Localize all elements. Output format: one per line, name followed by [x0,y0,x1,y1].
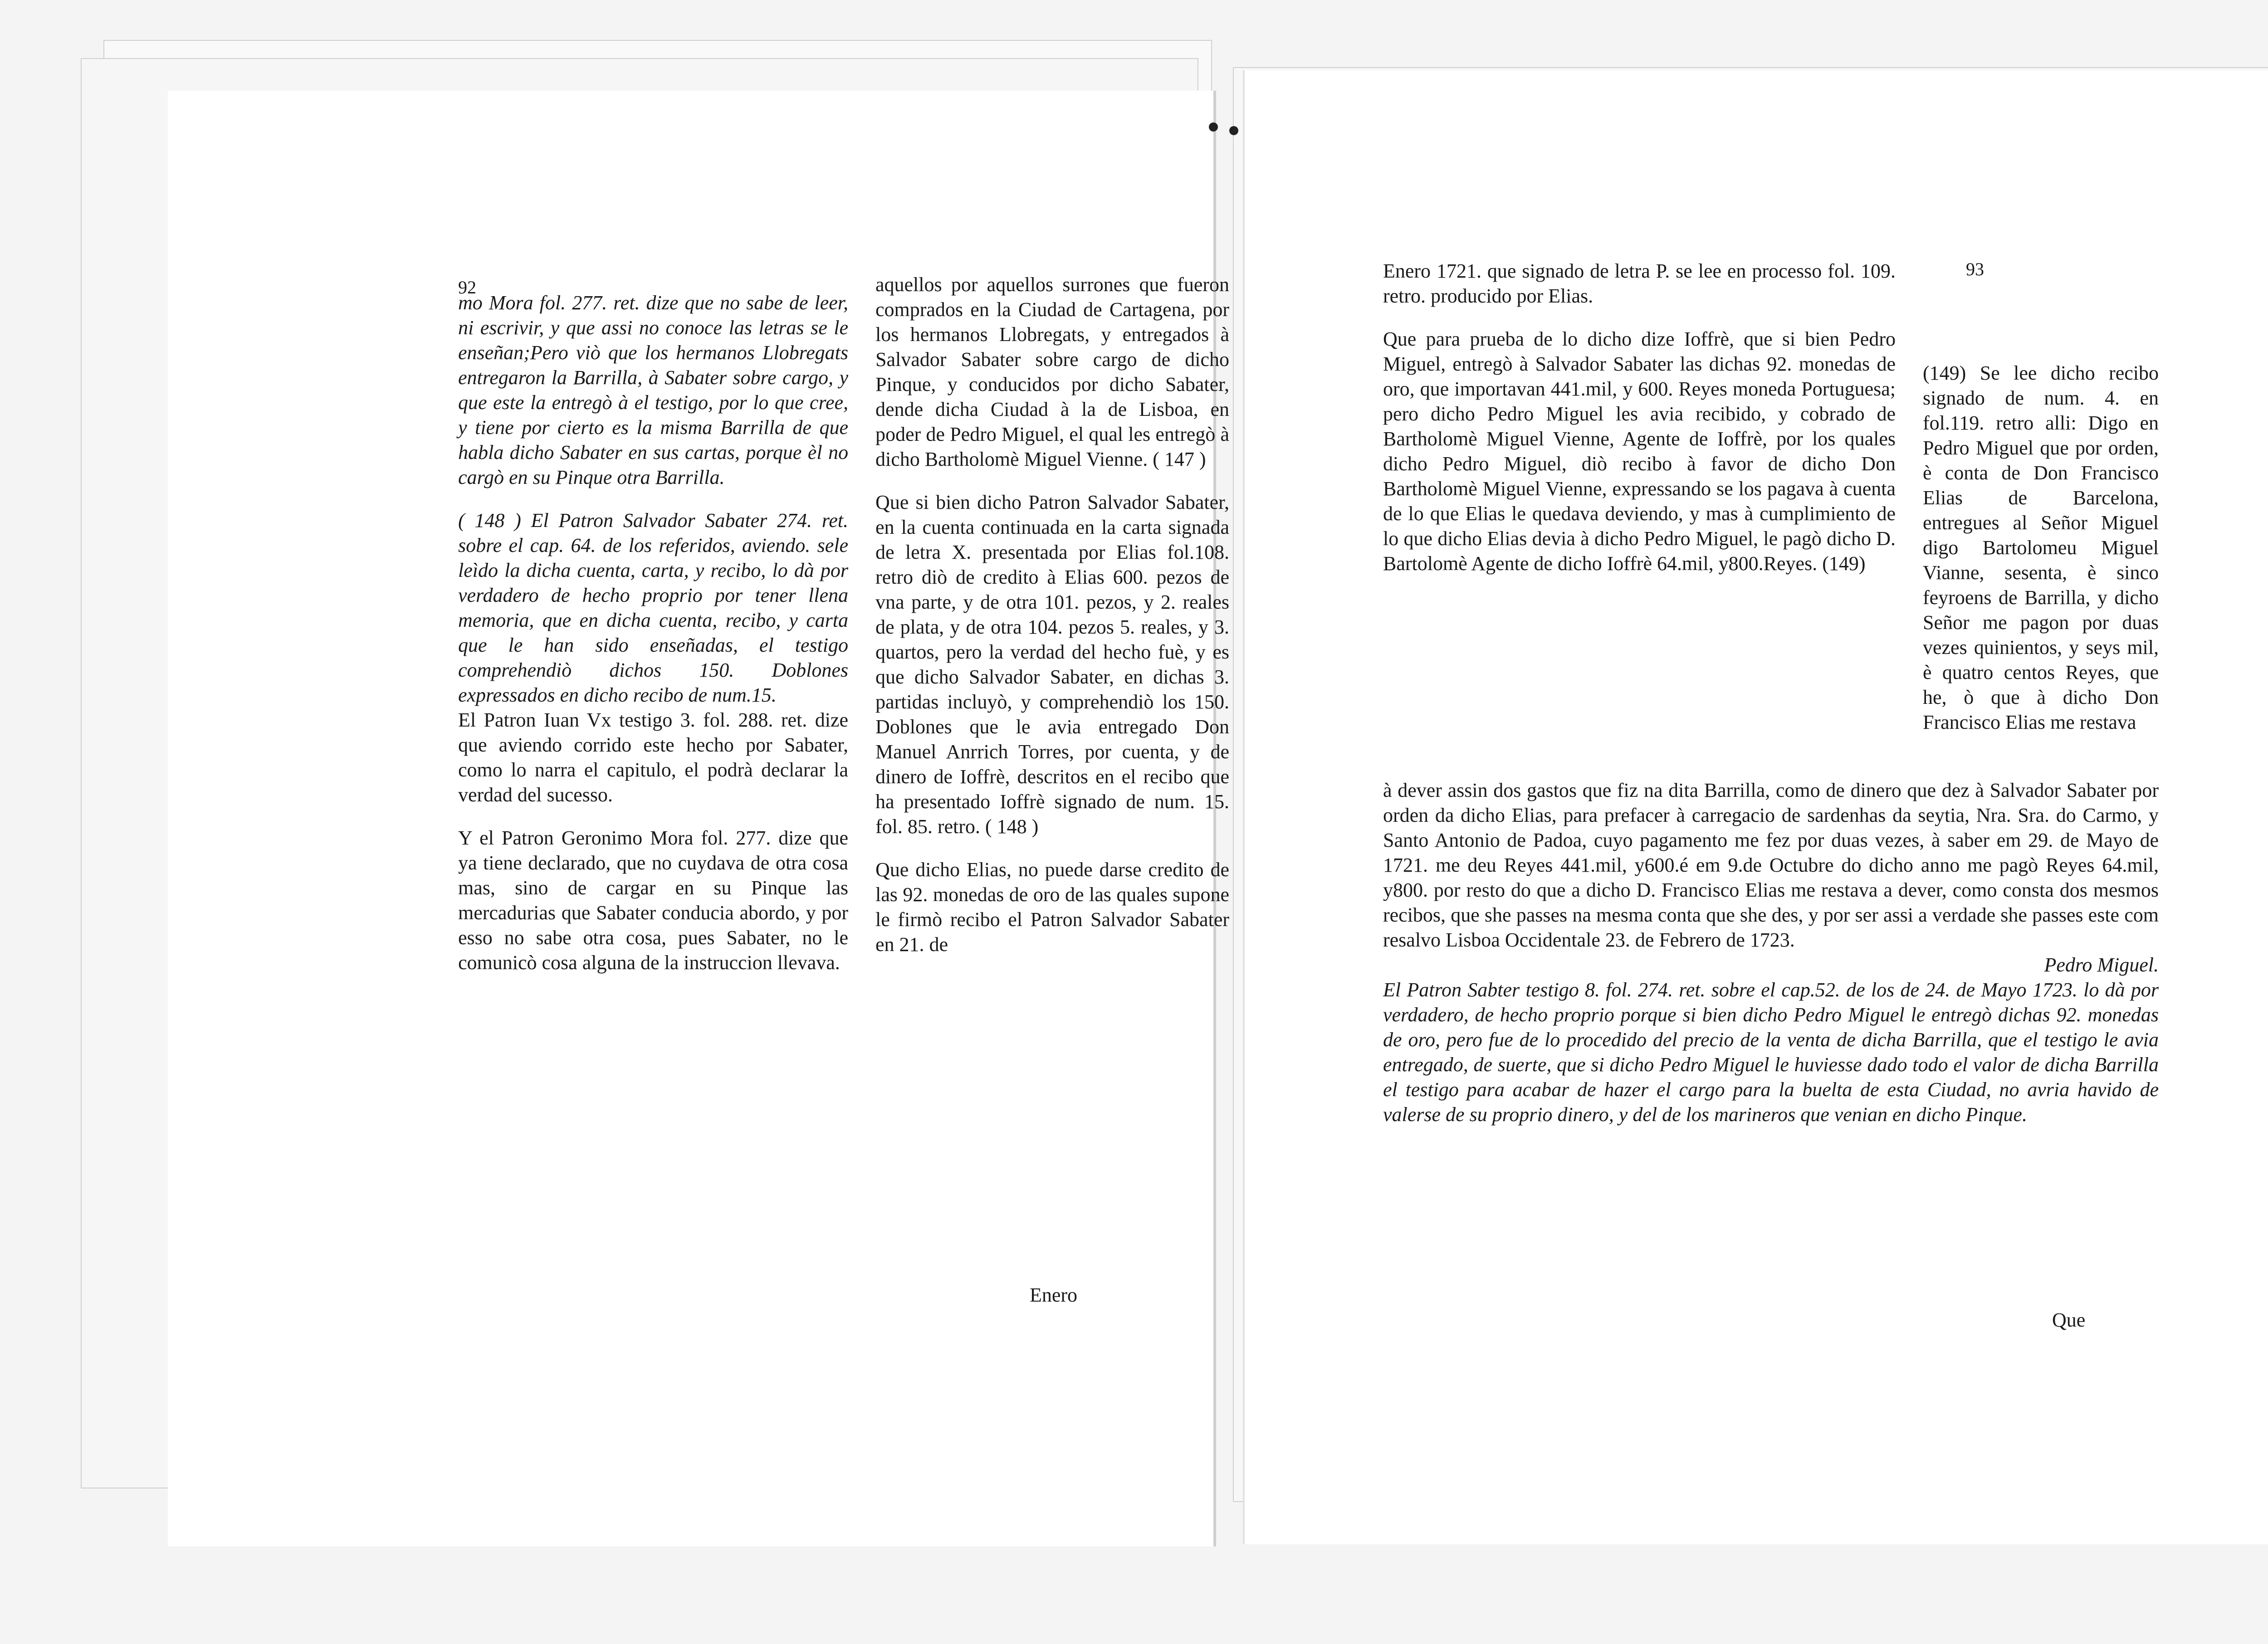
paragraph: aquellos por aquellos surrones que fueron comprados en la Ciudad de Cartagena, por los hermanos Llobregats, y entregados à Salvador Sabater sobre cargo de dicho Pinque, y conducidos por dicho Sabater, dende dicha Ciudad à la de Lisboa, en poder de Pedro Miguel, el qual les entregò à dicho Bartholomè Miguel Vienne. ( 147 ) [875,273,1229,470]
right-page [1243,70,2268,1544]
right-column-a [1383,259,1896,576]
right-full-width [1383,778,2159,1127]
paragraph: El Patron Iuan Vx testigo 3. fol. 288. ret. dize que aviendo corrido este hecho por Sabater, como lo narra el capitulo, el podrà declarar la verdad del sucesso. [458,709,848,806]
paragraph: à dever assin dos gastos que fiz na dita Barrilla, como de dinero que dez à Salvador Sabater por orden da dicho Elias, para prefacer à carregacio de sardenhas da seytia, Nra. Sra. do Carmo, y Santo Antonio de Padoa, cuyo pagamento me fez por duas vezes, à saber em 29. de Mayo de 1721. me deu Reyes 441.mil, y600.é em 9.de Octubre do dicho anno me pagò Reyes 64.mil, y800. por resto do que a dicho D. Francisco Elias me restava a dever, como consta dos mesmos recibos, que she passes na mesma conta que she des, y por ser assi a verdade she passes este com resalvo Lisboa Occidentale 23. de Febrero de 1723. [1383,779,2159,951]
binding-mark [1209,122,1218,132]
catchword: Que [2052,1309,2086,1331]
paragraph: ( 148 ) El Patron Salvador Sabater 274. ret. sobre el cap. 64. de los referidos, aviendo. sele leìdo la dicha cuenta, carta, y recibo, lo dà por verdadero de hecho proprio por tener llena memoria, que en dicha cuenta, recibo, y carta que le han sido enseñadas, el testigo comprehendiò dichos 150. Doblones expressados en dicho recibo de num.15. [458,509,848,706]
paragraph: mo Mora fol. 277. ret. dize que no sabe de leer, ni escrivir, y que assi no conoce las letras se le enseñan;Pero viò que los hermanos Llobregats entregaron la Barrilla, à Sabater sobre cargo, y que este la entregò à el testigo, por lo que cree, y tiene por cierto es la misma Barrilla de que habla dicho Sabater en sus cartas, porque èl no cargò en su Pinque otra Barrilla. [458,292,848,488]
paragraph: Que dicho Elias, no puede darse credito de las 92. monedas de oro de las quales supone le firmò recibo el Patron Salvador Sabater en 21. de [875,859,1229,956]
paragraph: El Patron Sabter testigo 8. fol. 274. ret. sobre el cap.52. de los de 24. de Mayo 1723. lo dà por verdadero, de hecho proprio porque si bien dicho Pedro Miguel le entregò dichas 92. monedas de oro, pero fue de lo procedido del precio de la venta de dicha Barrilla, que el testigo le avia entregado, de suerte, que si dicho Pedro Miguel le huviesse dado todo el valor de dicha Barrilla el testigo para acabar de hazer el cargo para la buelta de esta Ciudad, no avria havido de valerse de su proprio dinero, y del de los marineros que venian en dicho Pinque. [1383,979,2159,1126]
paragraph: Que si bien dicho Patron Salvador Sabater, en la cuenta continuada en la carta signada de letra X. presentada por Elias fol.108. retro diò de credito à Elias 600. pezos de vna parte, y de otra 101. pezos, y 2. reales de plata, y de otra 104. pezos 5. reales, y 3. quartos, pero la verdad del hecho fuè, y es que dicho Salvador Sabater, en dichas 3. partidas incluyò, y comprehendiò los 150. Doblones que le avia entregado Don Manuel Anrrich Torres, por cuenta, y de dinero de Ioffrè, descritos en el recibo que ha presentado Ioffrè signado de num. 15. fol. 85. retro. ( 148 ) [875,491,1229,838]
left-column-a [458,290,848,975]
right-column-b [1923,361,2159,735]
page-number: 92 [458,277,476,298]
catchword: Enero [1030,1284,1078,1306]
left-page [168,91,1229,1546]
binding-mark [1229,126,1238,135]
left-column-b [875,272,1229,957]
signature: Pedro Miguel. [2044,954,2159,976]
paragraph: Y el Patron Geronimo Mora fol. 277. dize que ya tiene declarado, que no cuydava de otra cosa mas, sino de cargar en su Pinque las mercadurias que Sabater conducia abordo, y por esso no sabe otra cosa, pues Sabater, no le comunicò cosa alguna de la instruccion llevava. [458,827,848,974]
paragraph: (149) Se lee dicho recibo signado de num. 4. en fol.119. retro alli: Digo en Pedro Miguel que por orden, è conta de Don Francisco Elias de Barcelona, entregues al Señor Miguel digo Bartolomeu Miguel Vianne, sesenta, è sinco feyroens de Barrilla, y dicho Señor me pagon por duas vezes quinientos, y seys mil, è quatro centos Reyes, que he, ò que à dicho Don Francisco Elias me restava [1923,362,2159,733]
paragraph: Que para prueba de lo dicho dize Ioffrè, que si bien Pedro Miguel, entregò à Salvador Sabater las dichas 92. monedas de oro, que importavan 441.mil, y 600. Reyes moneda Portuguesa; pero dicho Pedro Miguel les avia recibido, y cobrado de Bartholomè Miguel Vienne, Agente de Ioffrè, por los quales dicho Pedro Miguel, diò recibo à favor de dicho Don Bartholomè Miguel Vienne, expressando se los pagava à cuenta de lo que Elias le quedava deviendo, y mas à cumplimiento de lo que dicho Elias devia à dicho Pedro Miguel, le pagò dicho D. Bartolomè Agente de dicho Ioffrè 64.mil, y800.Reyes. (149) [1383,328,1896,575]
paragraph: Enero 1721. que signado de letra P. se lee en processo fol. 109. retro. producido por Elias. [1383,260,1896,307]
page-number: 93 [1966,259,1984,279]
